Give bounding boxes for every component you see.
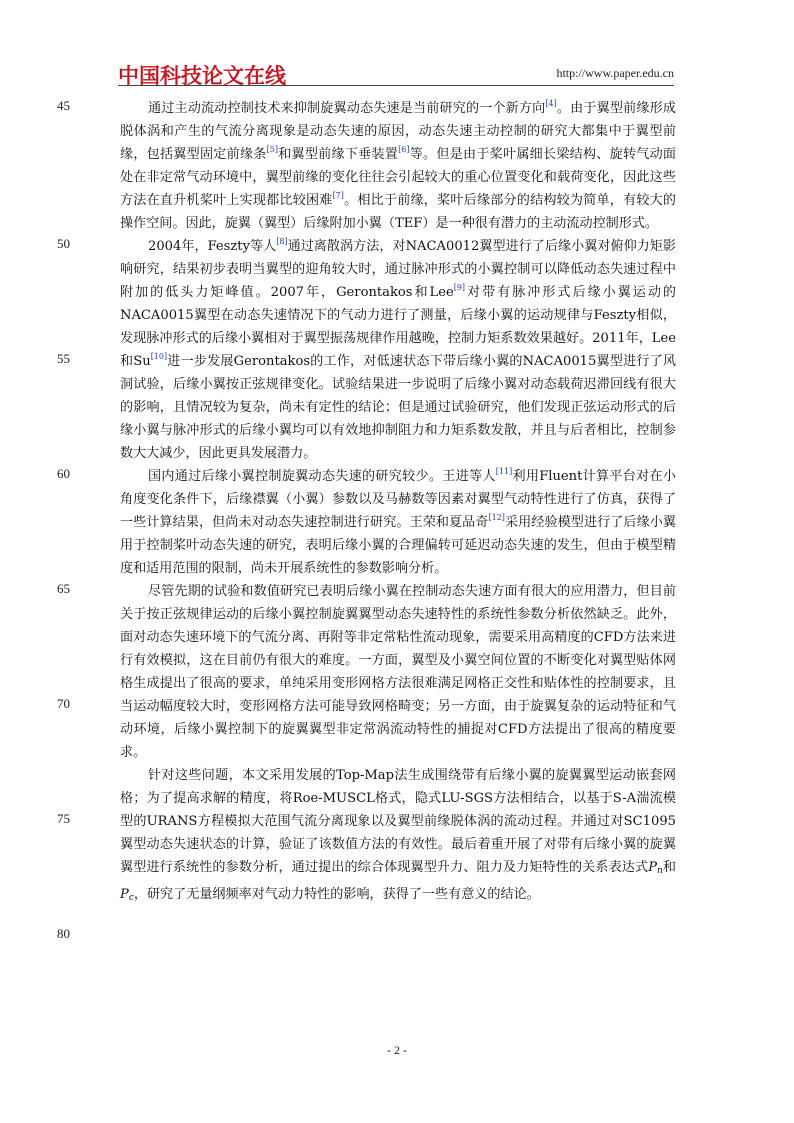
math-subscript: c [128,893,134,903]
math-subscript: n [657,866,663,876]
paragraph [120,465,676,580]
text-run: 国内通过后缘小翼控制旋翼动态失速的研究较少。王进等人 [148,469,496,484]
line-number: 50 [57,236,70,251]
citation-link[interactable]: [12] [488,513,505,522]
site-url[interactable]: http://www.paper.edu.cn [556,66,674,80]
line-number: 75 [57,811,70,826]
text-run: 采用经验模型进行了后缘小翼用于控制桨叶动态失速的研究，表明后缘小翼的合理偏转可延迟动态失速的发生，但由于模型精度和适用范围的限制，尚未开展系统性的参数影响分析。 [120,515,677,576]
line-number: 70 [57,696,70,711]
citation-link[interactable]: [10] [150,352,168,361]
paragraph [120,235,676,465]
citation-link[interactable]: [9] [453,283,466,292]
text-run: 尽管先期的试验和数值研究已表明后缘小翼在控制动态失速方面有很大的应用潜力，但目前关于按正弦规律运动的后缘小翼控制旋翼翼型动态失速特性的系统性参数分析依然缺乏。此外，面对动态失速环境下的气流分离、再附等非定常粘性流动现象，需要采用高精度的CFD方法来进行有效模拟，这在目前仍有很大的难度。一方面，翼型及小翼空间位置的不断变化对翼型贴体网格生成提出了很高的要求，单纯采用变形网格方法很难满足网格正交性和贴体性的控制要求，且当运动幅度较大时，变形网格方法可能导致网格畸变；另一方面，由于旋翼复杂的运动特征和气动环境，后缘小翼控制下的旋翼翼型非定常涡流动特性的捕捉对CFD方法提出了很高的精度要求。 [120,584,676,760]
line-number: 60 [57,466,70,481]
citation-link[interactable]: [6] [398,145,410,154]
text-run: 针对这些问题，本文采用发展的Top-Map法生成围绕带有后缘小翼的旋翼翼型运动嵌套网格；为了提高求解的精度，将Roe-MUSCL格式，隐式LU-SGS方法相结合，以基于S-A湍流模型的URANS方程模拟大范围气流分离现象以及翼型前缘脱体涡的流动过程。并通过对SC1095翼型动态失速状态的计算，验证了该数值方法的有效性。最后着重开展了对带有后缘小翼的旋翼翼型进行系统性的参数分析，通过提出的综合体现翼型升力、阻力及力矩特性的关系表达式 [120,768,676,875]
math-symbol: $P_n$ [648,860,663,876]
math-symbol: $P_c$ [120,887,134,903]
line-number: 65 [57,581,70,596]
citation-link[interactable]: [4] [545,99,557,108]
text-run: 通过主动流动控制技术来抑制旋翼动态失速是当前研究的一个新方向 [148,101,546,116]
text-run: 。由于翼型前缘形成脱体涡和产生的气流分离现象是动态失速的原因，动态失速主动控制的研究大都集中于翼型前缘，包括翼型固定前缘条 [120,101,677,162]
header-rule [118,85,674,86]
article-body [120,97,676,910]
line-number: 55 [57,351,70,366]
line-number: 45 [57,98,70,113]
citation-link[interactable]: [5] [266,145,278,154]
citation-link[interactable]: [11] [495,467,513,476]
text-run: 等。但是由于桨叶属细长梁结构、旋转气动面处在非定常气动环境中，翼型前缘的变化往往会引起较大的重心位置变化和载荷变化，因此这些方法在直升机桨叶上实现都比较困难 [120,147,677,208]
text-run: 和翼型前缘下垂装置 [277,147,399,162]
text-run: 对带有脉冲形式后缘小翼运动的NACA0015翼型在动态失速情况下的气动力进行了测量，后缘小翼的运动规律与Feszty相似，发现脉冲形式的后缘小翼相对于翼型振荡规律作用越晚，控制力矩系数效果越好。2011年，Lee和Su [120,285,676,369]
text-run: 。相比于前缘，桨叶后缘部分的结构较为简单，有较大的操作空间。因此，旋翼（翼型）后缘附加小翼（TEF）是一种很有潜力的主动流动控制形式。 [120,193,677,231]
line-number: 80 [57,926,70,941]
page-header [118,58,674,88]
site-logo[interactable]: 中国科技论文在线 [118,64,286,88]
citation-link[interactable]: [7] [332,191,344,200]
citation-link[interactable]: [8] [276,237,288,246]
paragraph [120,764,676,910]
text-run: 2004年，Feszty等人 [148,239,277,254]
paragraph [120,97,676,235]
text-run: 进一步发展Gerontakos的工作，对低速状态下带后缘小翼的NACA0015翼型进行了风洞试验，后缘小翼按正弦规律变化。试验结果进一步说明了后缘小翼对动态载荷迟滞回线有很大的影响，且情况较为复杂，尚未有定性的结论；但是通过试验研究，他们发现正弦运动形式的后缘小翼与脉冲形式的后缘小翼均可以有效地抑制阻力和力矩系数发散，并且与后者相比，控制参数大大减少，因此更具发展潜力。 [120,354,676,461]
page-number: - 2 - [387,1043,407,1057]
text-run: 通过离散涡方法，对NACA0012翼型进行了后缘小翼对俯仰力矩影响研究，结果初步表明当翼型的迎角较大时，通过脉冲形式的小翼控制可以降低动态失速过程中附加的低头力矩峰值。2007年，Gerontakos和Lee [120,239,677,300]
paragraph [120,580,676,764]
text-run: 和 [662,860,677,875]
text-run: ，研究了无量纲频率对气动力特性的影响，获得了一些有意义的结论。 [133,887,540,902]
text-run: 利用Fluent计算平台对在小角度变化条件下，后缘襟翼（小翼）参数以及马赫数等因素对翼型气动特性进行了仿真，获得了一些计算结果，但尚未对动态失速控制进行研究。王荣和夏品奇 [120,469,676,530]
